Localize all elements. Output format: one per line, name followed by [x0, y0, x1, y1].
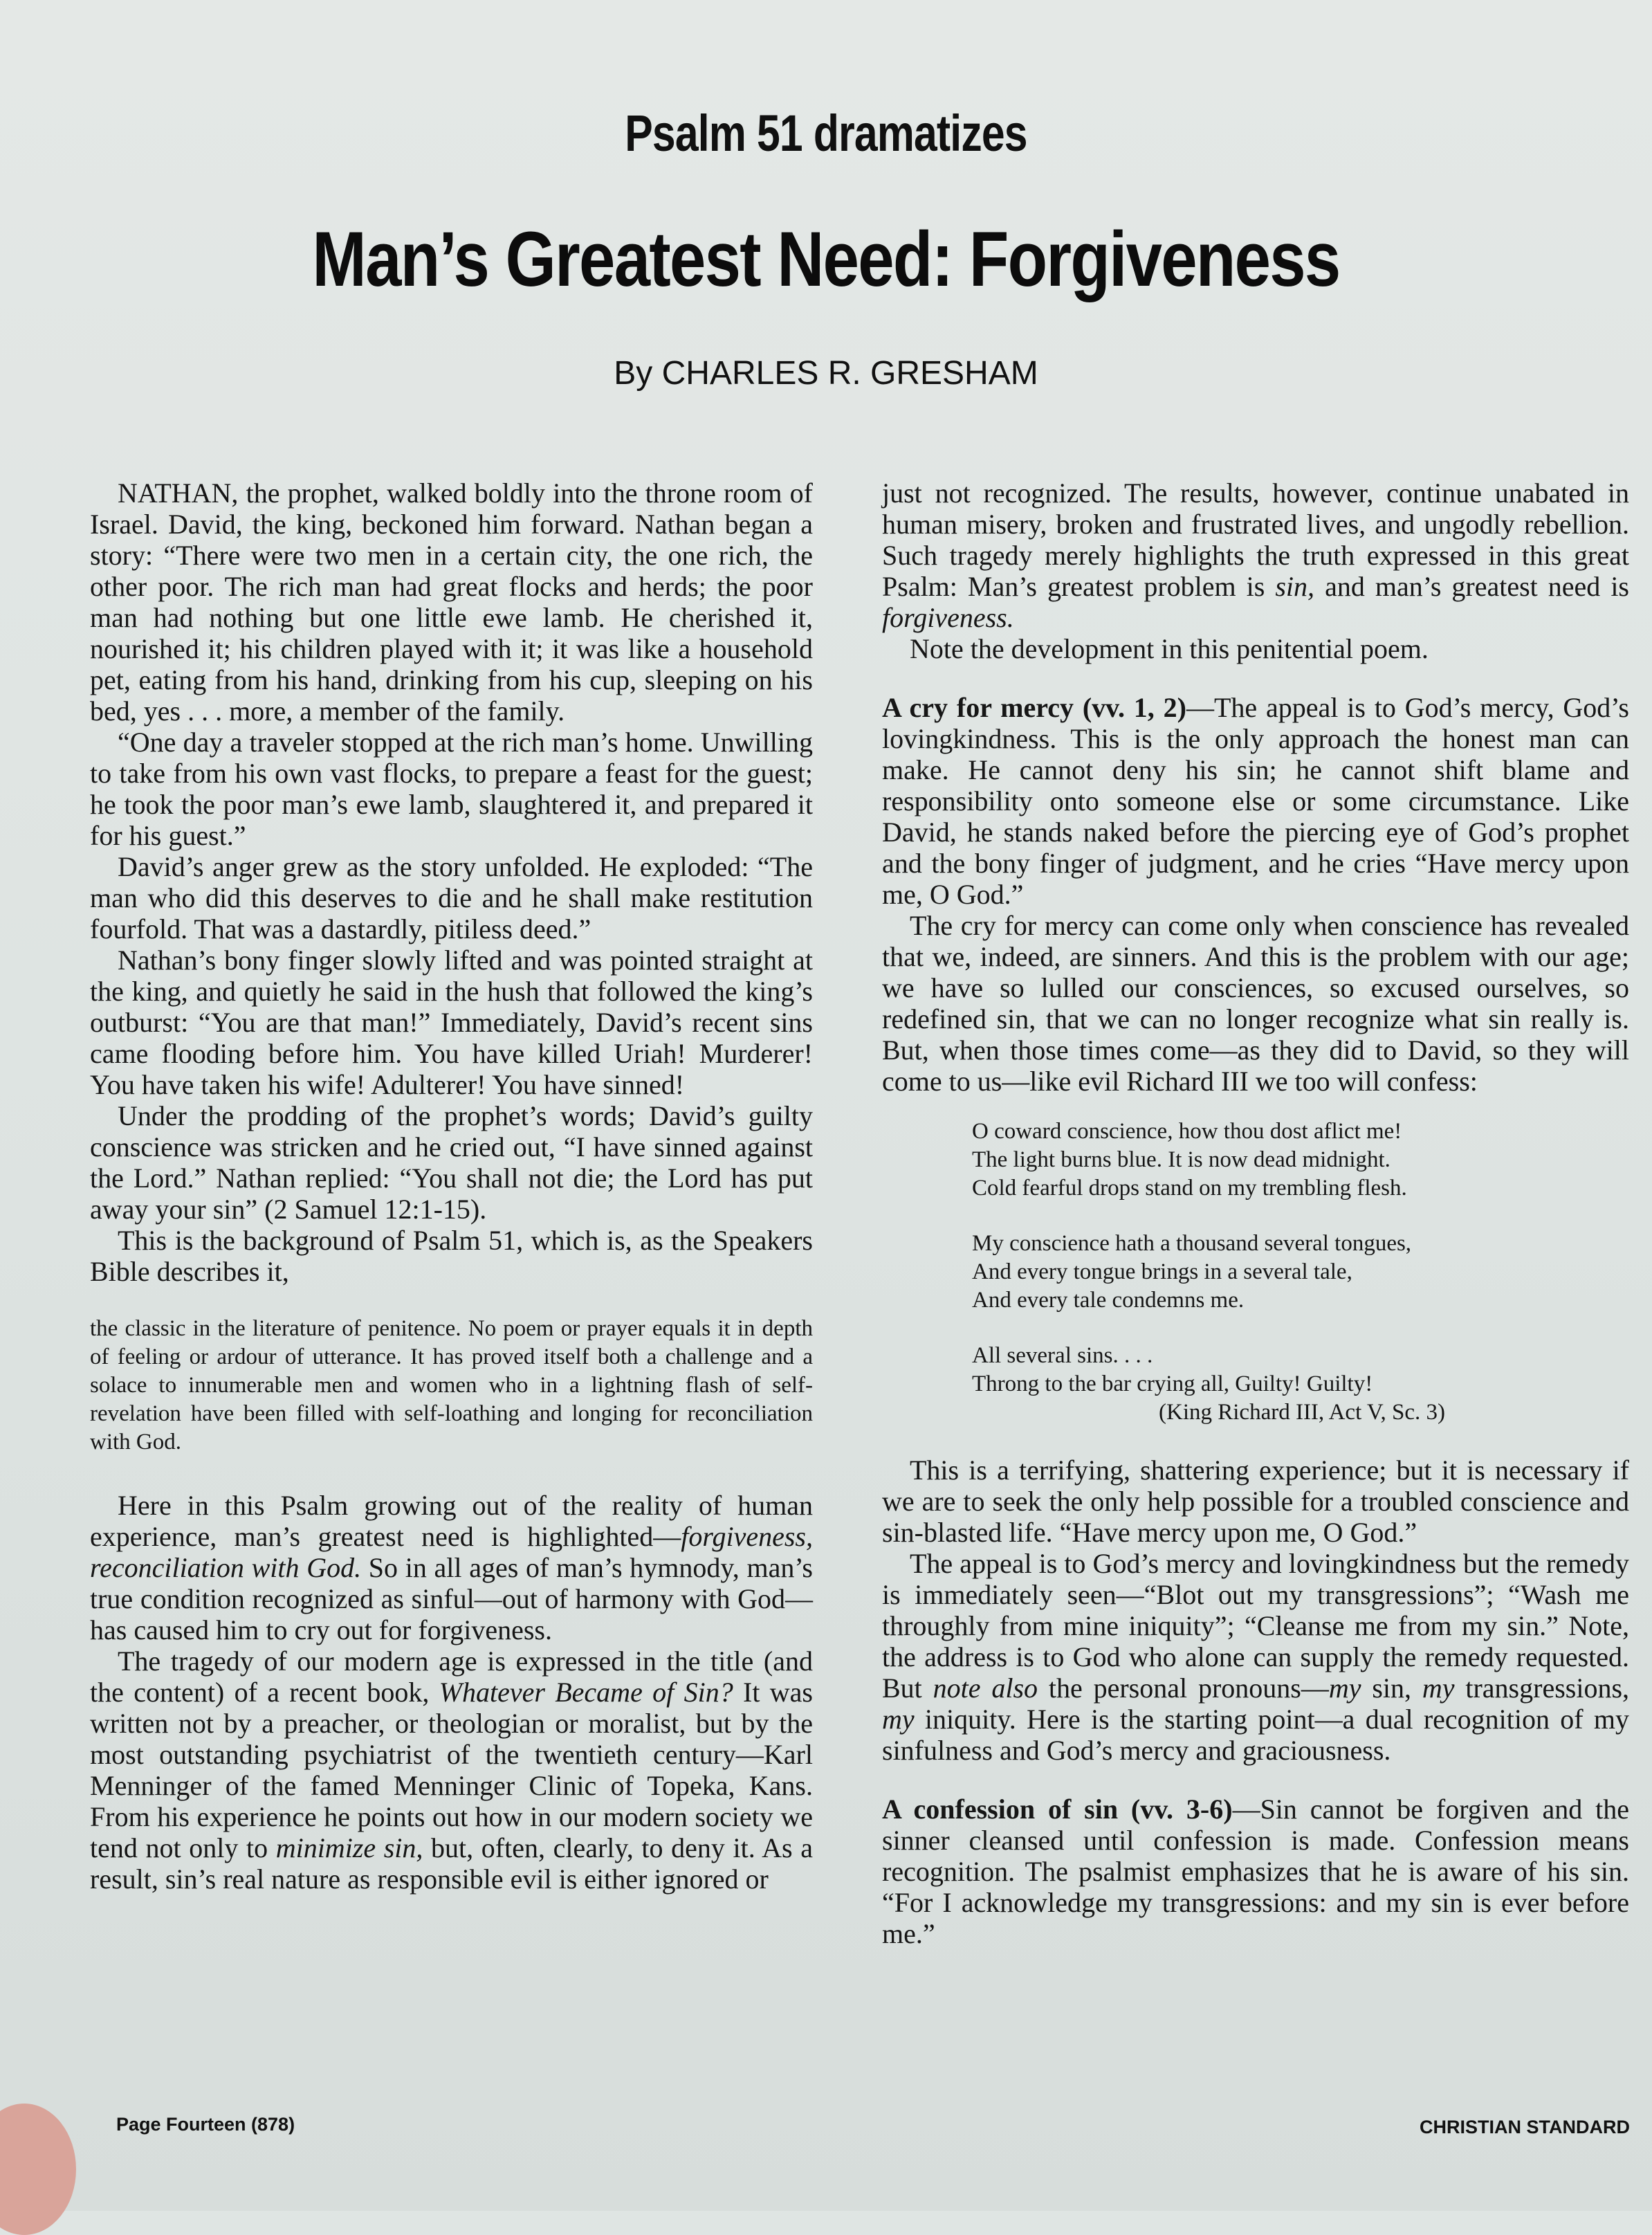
- section-paragraph: A confession of sin (vv. 3-6)—Sin cannot be forgiven and the sinner cleansed until confession is made. Confession means recognition. The psalmist emphasizes that he is aware of his sin. “For I acknowledge my transgressions: and my sin is ever before me.”: [882, 1794, 1630, 1949]
- article-title: Man’s Greatest Need: Forgiveness: [312, 216, 1340, 302]
- paragraph: “One day a traveler stopped at the rich man’s home. Unwilling to take from his own vast flocks, to prepare a feast for the guest; he took the poor man’s ewe lamb, slaughtered it, and prepared it for his guest.”: [90, 727, 813, 851]
- poem-line: And every tale condemns me.: [972, 1288, 1245, 1313]
- right-column: [882, 477, 1629, 1949]
- page-number: Page Fourteen (878): [116, 2114, 295, 2135]
- section-paragraph: A cry for mercy (vv. 1, 2)—The appeal is to God’s mercy, God’s lovingkindness. This is the only approach the honest man can make. He cannot deny his sin; he cannot shift blame and responsibility onto someone else or some circumstance. Like David, he stands naked before the piercing eye of God’s prophet and the bony finger of judgment, and he cries “Have mercy upon me, O God.”: [882, 692, 1629, 910]
- block-quote: the classic in the literature of penitence. No poem or prayer equals it in depth of feeling or ardour of utterance. It has proved itself both a challenge and a solace to innumerable men and women who in a lightning flash of self-revelation have been filled with self-loathing and longing for reconciliation with God.: [90, 1316, 813, 1454]
- paragraph: This is the background of Psalm 51, which is, as the Speakers Bible describes it,: [90, 1225, 813, 1287]
- poem-stanza: [972, 1342, 1629, 1427]
- thumb-shadow: [0, 2104, 76, 2235]
- paragraph: Under the prodding of the prophet’s words; David’s guilty conscience was stricken and he cried out, “I have sinned against the Lord.” Nathan replied: “You shall not die; the Lord has put away your sin” (2 Samuel 12:1-15).: [90, 1100, 813, 1225]
- section-heading: A cry for mercy (vv. 1, 2): [882, 692, 1186, 723]
- poem-line: Throng to the bar crying all, Guilty! Guilty!: [972, 1371, 1373, 1396]
- publication-name: CHRISTIAN STANDARD: [1420, 2117, 1630, 2137]
- section-heading: A confession of sin (vv. 3-6): [882, 1794, 1233, 1825]
- poem-stanza: [972, 1118, 1629, 1203]
- paragraph: just not recognized. The results, however, continue unabated in human misery, broken and frustrated lives, and ungodly rebellion. Such tragedy merely highlights the truth expressed in this great Psalm: Man’s greatest problem is sin, and man’s greatest need is forgiveness.: [882, 477, 1629, 633]
- poem-line: And every tongue brings in a several tale,: [972, 1259, 1352, 1284]
- paragraph: This is a terrifying, shattering experience; but it is necessary if we are to seek the only help possible for a troubled conscience and sin-blasted life. “Have mercy upon me, O God.”: [882, 1454, 1629, 1548]
- poem-quote: [972, 1118, 1629, 1427]
- paragraph: Here in this Psalm growing out of the reality of human experience, man’s greatest need is highlighted—forgiveness, reconciliation with God. So in all ages of man’s hymnody, man’s true condition recognized as sinful—out of harmony with God—has caused him to cry out for forgiveness.: [90, 1490, 813, 1645]
- left-column: [90, 477, 813, 1895]
- paragraph: David’s anger grew as the story unfolded. He exploded: “The man who did this deserves to die and he shall make restitution fourfold. That was a dastardly, pitiless deed.”: [90, 851, 813, 945]
- paragraph: Note the development in this penitential poem.: [910, 633, 1429, 664]
- poem-stanza: [972, 1230, 1629, 1315]
- paragraph: The cry for mercy can come only when conscience has revealed that we, indeed, are sinners. And this is the problem with our age; we have so lulled our consciences, so excused ourselves, so redefined sin, that we can no longer recognize what sin really is. But, when those times come—as they did to David, so they will come to us—like evil Richard III we too will confess:: [882, 910, 1629, 1097]
- poem-citation: (King Richard III, Act V, Sc. 3): [1159, 1400, 1445, 1425]
- poem-line: My conscience hath a thousand several tongues,: [972, 1231, 1412, 1256]
- paragraph: NATHAN, the prophet, walked boldly into the throne room of Israel. David, the king, beckoned him forward. Nathan began a story: “There were two men in a certain city, the one rich, the other poor. The rich man had great flocks and herds; the poor man had nothing but one little ewe lamb. He cherished it, nourished it; his children played with it; it was like a household pet, eating from his hand, drinking from his cup, sleeping on his bed, yes . . . more, a member of the family.: [90, 477, 813, 727]
- paragraph: Nathan’s bony finger slowly lifted and was pointed straight at the king, and quietly he said in the hush that followed the king’s outburst: “You are that man!” Immediately, David’s recent sins came flooding before him. You have killed Uriah! Murderer! You have taken his wife! Adulterer! You have sinned!: [90, 945, 813, 1100]
- poem-line: All several sins. . . .: [972, 1343, 1153, 1368]
- article-kicker: Psalm 51 dramatizes: [625, 104, 1027, 162]
- paragraph: The tragedy of our modern age is expressed in the title (and the content) of a recent book, Whatever Became of Sin? It was written not by a preacher, or theologian or moralist, but by the most outstanding psychiatrist of the twentieth century—Karl Menninger of the famed Menninger Clinic of Topeka, Kans. From his experience he points out how in our modern society we tend not only to minimize sin, but, often, clearly, to deny it. As a result, sin’s real nature as responsible evil is either ignored or: [90, 1645, 813, 1895]
- poem-line: Cold fearful drops stand on my trembling flesh.: [972, 1176, 1407, 1201]
- poem-line: The light burns blue. It is now dead midnight.: [972, 1147, 1391, 1172]
- byline: By CHARLES R. GRESHAM: [614, 355, 1038, 392]
- paragraph: The appeal is to God’s mercy and lovingkindness but the remedy is immediately seen—“Blot out my transgressions”; “Wash me throughly from mine iniquity”; “Cleanse me from my sin.” Note, the address is to God who alone can supply the remedy requested. But note also the personal pronouns—my sin, my transgressions, my iniquity. Here is the starting point—a dual recognition of my sinfulness and God’s mercy and graciousness.: [882, 1548, 1630, 1766]
- poem-line: O coward conscience, how thou dost aflict me!: [972, 1119, 1402, 1144]
